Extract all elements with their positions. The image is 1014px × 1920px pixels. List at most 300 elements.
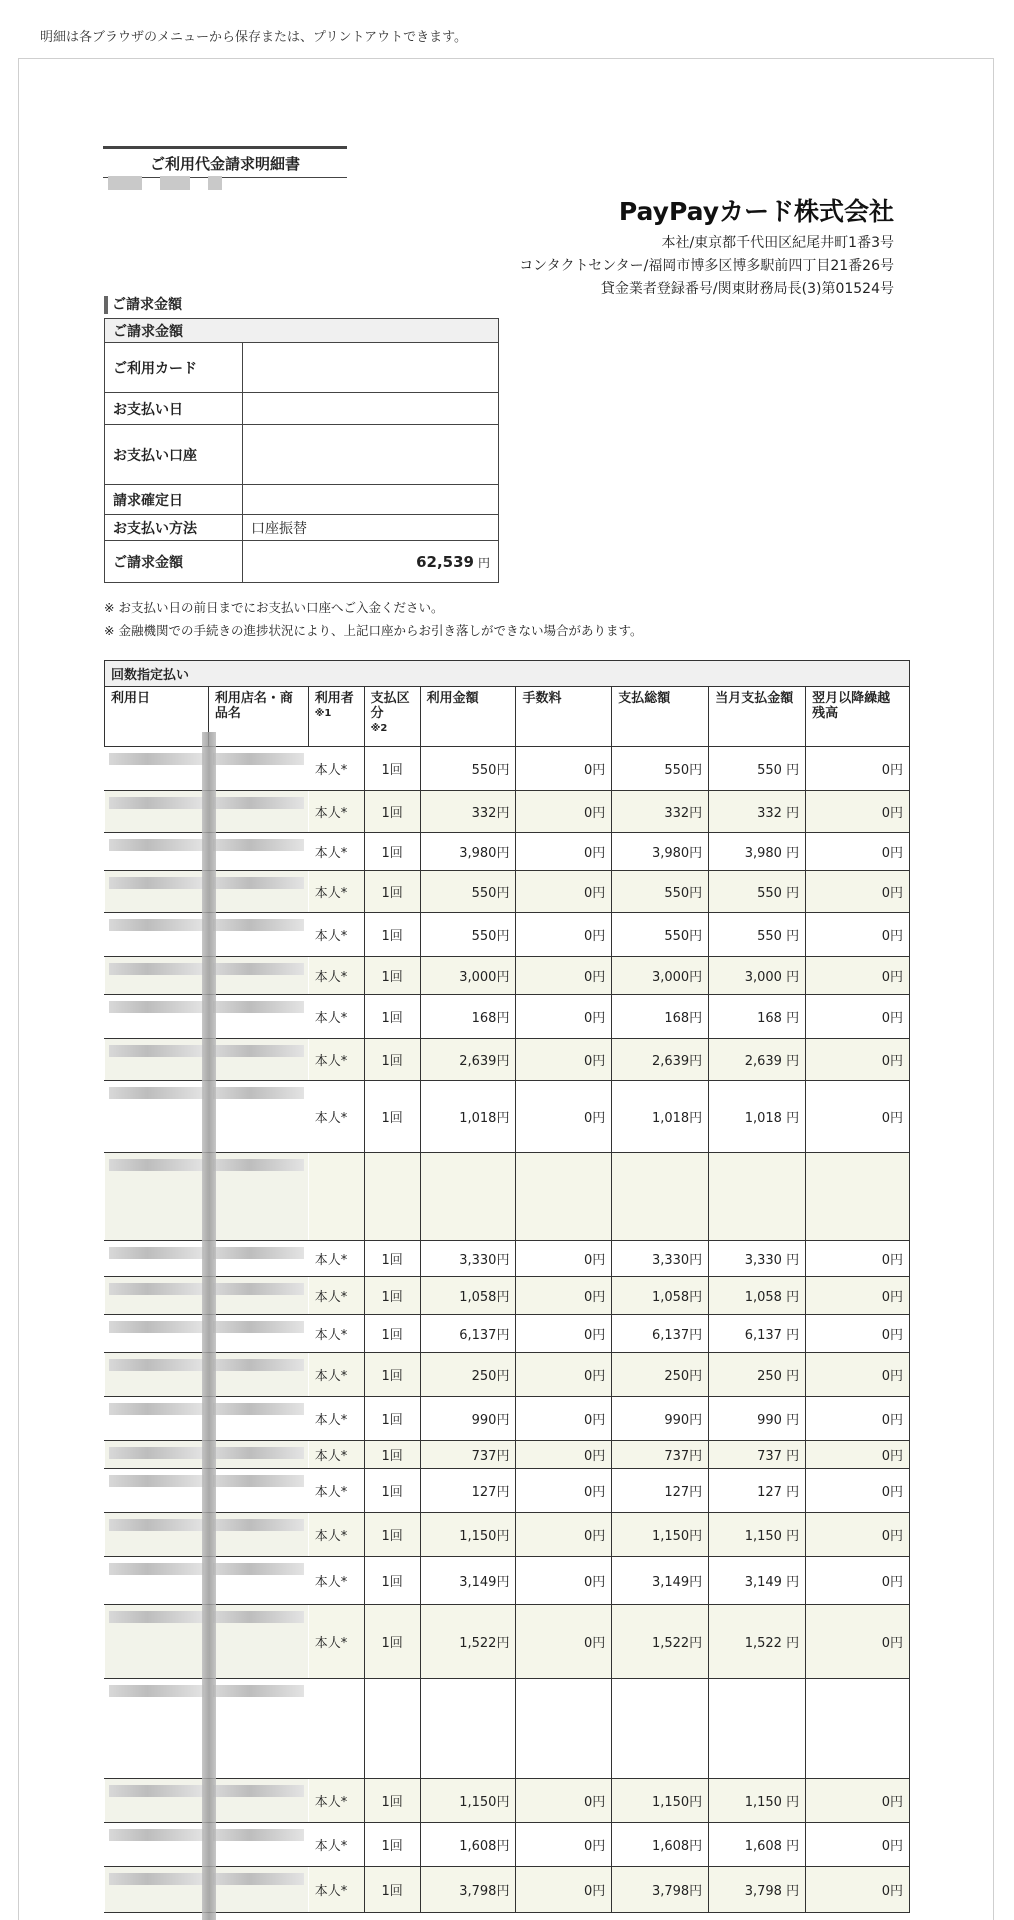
table-row <box>105 1353 910 1397</box>
row-date-redacted <box>105 1241 209 1277</box>
row-payment-type: 1回 <box>364 995 420 1039</box>
table-row <box>105 791 910 833</box>
row-user: 本人* <box>308 833 364 871</box>
row-user <box>308 1679 364 1779</box>
redacted-block <box>109 1159 204 1171</box>
redacted-block <box>213 1519 304 1531</box>
row-amount: 3,330円 <box>420 1241 516 1277</box>
redacted-block <box>213 1159 304 1171</box>
redacted-block <box>213 1321 304 1333</box>
row-payment-type: 1回 <box>364 1779 420 1823</box>
row-date-redacted <box>105 1353 209 1397</box>
row-fee: 0円 <box>516 1779 612 1823</box>
table-row <box>105 1513 910 1557</box>
summary-value-payment-date <box>243 393 499 425</box>
row-balance: 0円 <box>806 1277 910 1315</box>
row-fee: 0円 <box>516 1469 612 1513</box>
table-row <box>105 1153 910 1241</box>
redacted-block <box>213 839 304 851</box>
row-payment-type: 1回 <box>364 1241 420 1277</box>
row-monthly: 168 円 <box>709 995 806 1039</box>
table-row <box>105 1441 910 1469</box>
row-date-redacted <box>105 1039 209 1081</box>
row-user: 本人* <box>308 1353 364 1397</box>
row-fee: 0円 <box>516 1397 612 1441</box>
row-amount: 1,522円 <box>420 1605 516 1679</box>
row-date-redacted <box>105 1779 209 1823</box>
row-balance: 0円 <box>806 1779 910 1823</box>
row-date-redacted <box>105 1469 209 1513</box>
row-total: 3,000円 <box>612 957 709 995</box>
redacted-block <box>109 1087 204 1099</box>
row-amount: 6,137円 <box>420 1315 516 1353</box>
row-user: 本人* <box>308 1823 364 1867</box>
redacted-block <box>109 1247 204 1259</box>
redacted-block <box>213 1447 304 1459</box>
company-address: 本社/東京都千代田区紀尾井町1番3号 <box>661 235 894 251</box>
row-payment-type: 1回 <box>364 1081 420 1153</box>
table-row <box>105 913 910 957</box>
table-row <box>105 1779 910 1823</box>
row-user: 本人* <box>308 747 364 791</box>
table-row <box>105 1469 910 1513</box>
row-fee <box>516 1679 612 1779</box>
row-store-redacted <box>208 1277 308 1315</box>
document-title: ご利用代金請求明細書 <box>103 146 347 178</box>
row-fee: 0円 <box>516 1315 612 1353</box>
col-payment-type-note: ※2 <box>370 723 388 734</box>
row-amount: 2,639円 <box>420 1039 516 1081</box>
row-balance: 0円 <box>806 791 910 833</box>
row-amount: 550円 <box>420 747 516 791</box>
redacted-block <box>160 176 190 190</box>
row-fee: 0円 <box>516 1081 612 1153</box>
row-amount: 168円 <box>420 995 516 1039</box>
row-balance: 0円 <box>806 957 910 995</box>
row-payment-type: 1回 <box>364 1277 420 1315</box>
col-fee: 手数料 <box>516 687 612 747</box>
row-monthly: 3,980 円 <box>709 833 806 871</box>
row-date-redacted <box>105 1441 209 1469</box>
summary-value-account <box>243 425 499 485</box>
row-total: 3,798円 <box>612 1867 709 1913</box>
redacted-block <box>109 1873 204 1885</box>
installment-table <box>104 660 910 1913</box>
row-monthly: 1,058 円 <box>709 1277 806 1315</box>
row-amount: 550円 <box>420 871 516 913</box>
row-store-redacted <box>208 1397 308 1441</box>
row-fee: 0円 <box>516 1605 612 1679</box>
row-date-redacted <box>105 1513 209 1557</box>
table-row <box>105 1557 910 1605</box>
row-store-redacted <box>208 1605 308 1679</box>
row-date-redacted <box>105 747 209 791</box>
row-total: 550円 <box>612 913 709 957</box>
row-store-redacted <box>208 1867 308 1913</box>
summary-label-card: ご利用カード <box>105 343 243 393</box>
row-monthly: 1,018 円 <box>709 1081 806 1153</box>
row-total: 550円 <box>612 871 709 913</box>
row-amount: 1,150円 <box>420 1513 516 1557</box>
row-total: 6,137円 <box>612 1315 709 1353</box>
redacted-block <box>109 1685 204 1697</box>
row-amount: 550円 <box>420 913 516 957</box>
redacted-block <box>213 1087 304 1099</box>
company-contact-center: コンタクトセンター/福岡市博多区博多駅前四丁目21番26号 <box>519 258 894 274</box>
row-balance: 0円 <box>806 1469 910 1513</box>
row-date-redacted <box>105 1153 209 1241</box>
row-amount: 990円 <box>420 1397 516 1441</box>
redacted-block <box>213 1785 304 1797</box>
total-amount: 62,539 <box>416 552 474 571</box>
row-user: 本人* <box>308 1867 364 1913</box>
row-total: 3,980円 <box>612 833 709 871</box>
row-monthly: 250 円 <box>709 1353 806 1397</box>
row-user: 本人* <box>308 1779 364 1823</box>
notes <box>104 596 642 642</box>
row-store-redacted <box>208 995 308 1039</box>
row-total: 990円 <box>612 1397 709 1441</box>
col-payment-type-label: 支払区分 <box>370 691 410 721</box>
row-store-redacted <box>208 1441 308 1469</box>
table-row <box>105 1605 910 1679</box>
table-row <box>105 1867 910 1913</box>
redacted-block <box>109 1045 204 1057</box>
row-balance: 0円 <box>806 1867 910 1913</box>
redacted-block <box>213 1283 304 1295</box>
row-user: 本人* <box>308 1241 364 1277</box>
row-date-redacted <box>105 791 209 833</box>
redacted-block <box>109 1519 204 1531</box>
row-amount: 1,150円 <box>420 1779 516 1823</box>
row-user: 本人* <box>308 913 364 957</box>
row-balance: 0円 <box>806 913 910 957</box>
row-store-redacted <box>208 1469 308 1513</box>
row-monthly: 1,522 円 <box>709 1605 806 1679</box>
row-amount <box>420 1153 516 1241</box>
row-user: 本人* <box>308 957 364 995</box>
row-balance: 0円 <box>806 747 910 791</box>
redacted-block <box>213 877 304 889</box>
row-total: 550円 <box>612 747 709 791</box>
col-total: 支払総額 <box>612 687 709 747</box>
col-store: 利用店名・商品名 <box>208 687 308 747</box>
row-store-redacted <box>208 871 308 913</box>
row-fee: 0円 <box>516 957 612 995</box>
row-payment-type: 1回 <box>364 833 420 871</box>
row-user: 本人* <box>308 1039 364 1081</box>
row-fee: 0円 <box>516 1353 612 1397</box>
row-payment-type: 1回 <box>364 1397 420 1441</box>
row-amount: 3,980円 <box>420 833 516 871</box>
row-balance: 0円 <box>806 1039 910 1081</box>
redacted-block <box>213 963 304 975</box>
redacted-block <box>109 1475 204 1487</box>
row-fee: 0円 <box>516 1557 612 1605</box>
row-total <box>612 1679 709 1779</box>
summary-label-confirm-date: 請求確定日 <box>105 485 243 515</box>
row-date-redacted <box>105 833 209 871</box>
redacted-block <box>109 877 204 889</box>
row-user: 本人* <box>308 1469 364 1513</box>
row-amount: 737円 <box>420 1441 516 1469</box>
redacted-block <box>109 1403 204 1415</box>
row-fee <box>516 1153 612 1241</box>
row-user: 本人* <box>308 995 364 1039</box>
row-store-redacted <box>208 1315 308 1353</box>
row-balance: 0円 <box>806 1081 910 1153</box>
redacted-block <box>109 1563 204 1575</box>
redacted-block <box>109 919 204 931</box>
row-payment-type: 1回 <box>364 871 420 913</box>
company-registration: 貸金業者登録番号/関東財務局長(3)第01524号 <box>600 281 894 297</box>
row-amount: 1,058円 <box>420 1277 516 1315</box>
redacted-block <box>109 963 204 975</box>
redacted-block <box>213 1403 304 1415</box>
row-date-redacted <box>105 957 209 995</box>
col-amount: 利用金額 <box>420 687 516 747</box>
redacted-block <box>109 1001 204 1013</box>
row-amount: 3,000円 <box>420 957 516 995</box>
row-fee: 0円 <box>516 1039 612 1081</box>
row-payment-type: 1回 <box>364 791 420 833</box>
row-total: 1,150円 <box>612 1779 709 1823</box>
row-user: 本人* <box>308 1605 364 1679</box>
row-total: 250円 <box>612 1353 709 1397</box>
row-user: 本人* <box>308 871 364 913</box>
col-user <box>308 687 364 747</box>
row-user: 本人* <box>308 1081 364 1153</box>
row-store-redacted <box>208 1153 308 1241</box>
redacted-block <box>213 1045 304 1057</box>
row-monthly: 2,639 円 <box>709 1039 806 1081</box>
row-amount: 127円 <box>420 1469 516 1513</box>
row-balance: 0円 <box>806 1513 910 1557</box>
row-fee: 0円 <box>516 747 612 791</box>
table-row <box>105 1277 910 1315</box>
table-row <box>105 871 910 913</box>
row-fee: 0円 <box>516 1277 612 1315</box>
row-total: 2,639円 <box>612 1039 709 1081</box>
row-payment-type: 1回 <box>364 1469 420 1513</box>
row-monthly: 332 円 <box>709 791 806 833</box>
row-balance <box>806 1679 910 1779</box>
table-row <box>105 1315 910 1353</box>
redacted-block <box>109 839 204 851</box>
row-fee: 0円 <box>516 871 612 913</box>
row-payment-type: 1回 <box>364 1605 420 1679</box>
redacted-block <box>213 1475 304 1487</box>
redacted-block <box>109 1611 204 1623</box>
row-balance: 0円 <box>806 1557 910 1605</box>
row-store-redacted <box>208 1779 308 1823</box>
row-store-redacted <box>208 747 308 791</box>
row-balance: 0円 <box>806 1241 910 1277</box>
row-payment-type: 1回 <box>364 1513 420 1557</box>
note-line: ※ 金融機関での手続きの進捗状況により、上記口座からお引き落しができない場合があります。 <box>104 623 643 638</box>
row-amount: 250円 <box>420 1353 516 1397</box>
redacted-block <box>213 1359 304 1371</box>
billing-section-label: ご請求金額 <box>104 296 182 314</box>
row-total: 127円 <box>612 1469 709 1513</box>
row-date-redacted <box>105 1081 209 1153</box>
table-row <box>105 957 910 995</box>
row-balance: 0円 <box>806 1823 910 1867</box>
redacted-block <box>213 1685 304 1697</box>
row-balance: 0円 <box>806 1397 910 1441</box>
row-balance: 0円 <box>806 1353 910 1397</box>
row-monthly: 1,150 円 <box>709 1779 806 1823</box>
row-date-redacted <box>105 871 209 913</box>
row-store-redacted <box>208 1557 308 1605</box>
row-monthly: 550 円 <box>709 747 806 791</box>
row-payment-type <box>364 1679 420 1779</box>
table-row <box>105 1823 910 1867</box>
summary-label-total: ご請求金額 <box>105 541 243 583</box>
row-total: 1,058円 <box>612 1277 709 1315</box>
row-total: 1,522円 <box>612 1605 709 1679</box>
row-balance <box>806 1153 910 1241</box>
row-date-redacted <box>105 1867 209 1913</box>
row-fee: 0円 <box>516 791 612 833</box>
row-balance: 0円 <box>806 1605 910 1679</box>
row-payment-type: 1回 <box>364 747 420 791</box>
row-total: 168円 <box>612 995 709 1039</box>
row-total: 332円 <box>612 791 709 833</box>
row-payment-type: 1回 <box>364 957 420 995</box>
row-balance: 0円 <box>806 995 910 1039</box>
table-row <box>105 1081 910 1153</box>
row-store-redacted <box>208 913 308 957</box>
row-amount: 332円 <box>420 791 516 833</box>
row-store-redacted <box>208 1679 308 1779</box>
row-user: 本人* <box>308 1315 364 1353</box>
row-store-redacted <box>208 1039 308 1081</box>
redaction-stripe <box>202 732 216 1920</box>
row-fee: 0円 <box>516 833 612 871</box>
row-total: 1,150円 <box>612 1513 709 1557</box>
row-monthly: 990 円 <box>709 1397 806 1441</box>
row-payment-type: 1回 <box>364 1441 420 1469</box>
company-name: PayPayカード株式会社 <box>618 197 894 226</box>
row-monthly: 6,137 円 <box>709 1315 806 1353</box>
row-monthly: 3,798 円 <box>709 1867 806 1913</box>
row-payment-type <box>364 1153 420 1241</box>
redacted-block <box>109 753 204 765</box>
row-total: 3,149円 <box>612 1557 709 1605</box>
row-balance: 0円 <box>806 1441 910 1469</box>
row-user: 本人* <box>308 1277 364 1315</box>
company-block <box>519 192 894 301</box>
row-amount: 1,608円 <box>420 1823 516 1867</box>
row-user: 本人* <box>308 1397 364 1441</box>
summary-value-card <box>243 343 499 393</box>
row-fee: 0円 <box>516 1441 612 1469</box>
redacted-block <box>213 1873 304 1885</box>
summary-label-payment-date: お支払い日 <box>105 393 243 425</box>
row-balance: 0円 <box>806 1315 910 1353</box>
installment-section-title: 回数指定払い <box>105 661 910 687</box>
row-fee: 0円 <box>516 995 612 1039</box>
table-row <box>105 1397 910 1441</box>
row-date-redacted <box>105 1557 209 1605</box>
note-line: ※ お支払い日の前日までにお支払い口座へご入金ください。 <box>104 600 444 615</box>
row-date-redacted <box>105 995 209 1039</box>
redacted-block <box>213 1001 304 1013</box>
redacted-block <box>213 1829 304 1841</box>
row-user: 本人* <box>308 1441 364 1469</box>
redacted-account-id <box>108 176 222 190</box>
row-user: 本人* <box>308 1513 364 1557</box>
table-row <box>105 747 910 791</box>
row-monthly: 127 円 <box>709 1469 806 1513</box>
redacted-block <box>213 919 304 931</box>
row-monthly: 3,149 円 <box>709 1557 806 1605</box>
installment-rows <box>105 747 910 1913</box>
row-payment-type: 1回 <box>364 1557 420 1605</box>
row-store-redacted <box>208 833 308 871</box>
col-balance: 翌月以降繰越残高 <box>806 687 910 747</box>
row-store-redacted <box>208 1513 308 1557</box>
row-monthly: 1,608 円 <box>709 1823 806 1867</box>
row-date-redacted <box>105 913 209 957</box>
row-store-redacted <box>208 1241 308 1277</box>
row-fee: 0円 <box>516 1823 612 1867</box>
row-total: 1,608円 <box>612 1823 709 1867</box>
redacted-block <box>213 1611 304 1623</box>
billing-summary-table <box>104 318 499 583</box>
row-date-redacted <box>105 1277 209 1315</box>
table-row <box>105 1679 910 1779</box>
redacted-block <box>213 753 304 765</box>
col-user-label: 利用者 <box>314 691 354 706</box>
row-monthly <box>709 1153 806 1241</box>
row-date-redacted <box>105 1679 209 1779</box>
row-payment-type: 1回 <box>364 1867 420 1913</box>
redacted-block <box>109 1321 204 1333</box>
row-date-redacted <box>105 1605 209 1679</box>
row-monthly: 550 円 <box>709 871 806 913</box>
total-unit: 円 <box>477 555 490 570</box>
summary-label-account: お支払い口座 <box>105 425 243 485</box>
summary-value-confirm-date <box>243 485 499 515</box>
row-payment-type: 1回 <box>364 913 420 957</box>
row-payment-type: 1回 <box>364 1823 420 1867</box>
row-store-redacted <box>208 1823 308 1867</box>
row-amount: 3,798円 <box>420 1867 516 1913</box>
row-amount: 1,018円 <box>420 1081 516 1153</box>
row-fee: 0円 <box>516 1513 612 1557</box>
summary-label-method: お支払い方法 <box>105 515 243 541</box>
redacted-block <box>213 1563 304 1575</box>
row-total: 3,330円 <box>612 1241 709 1277</box>
col-monthly: 当月支払金額 <box>709 687 806 747</box>
row-store-redacted <box>208 1081 308 1153</box>
row-amount: 3,149円 <box>420 1557 516 1605</box>
row-monthly: 3,330 円 <box>709 1241 806 1277</box>
summary-value-method: 口座振替 <box>243 515 499 541</box>
table-row <box>105 833 910 871</box>
redacted-block <box>109 1785 204 1797</box>
row-monthly: 3,000 円 <box>709 957 806 995</box>
row-user <box>308 1153 364 1241</box>
redacted-block <box>109 797 204 809</box>
row-store-redacted <box>208 957 308 995</box>
redacted-block <box>109 1447 204 1459</box>
redacted-block <box>213 1247 304 1259</box>
row-balance: 0円 <box>806 871 910 913</box>
redacted-block <box>108 176 142 190</box>
